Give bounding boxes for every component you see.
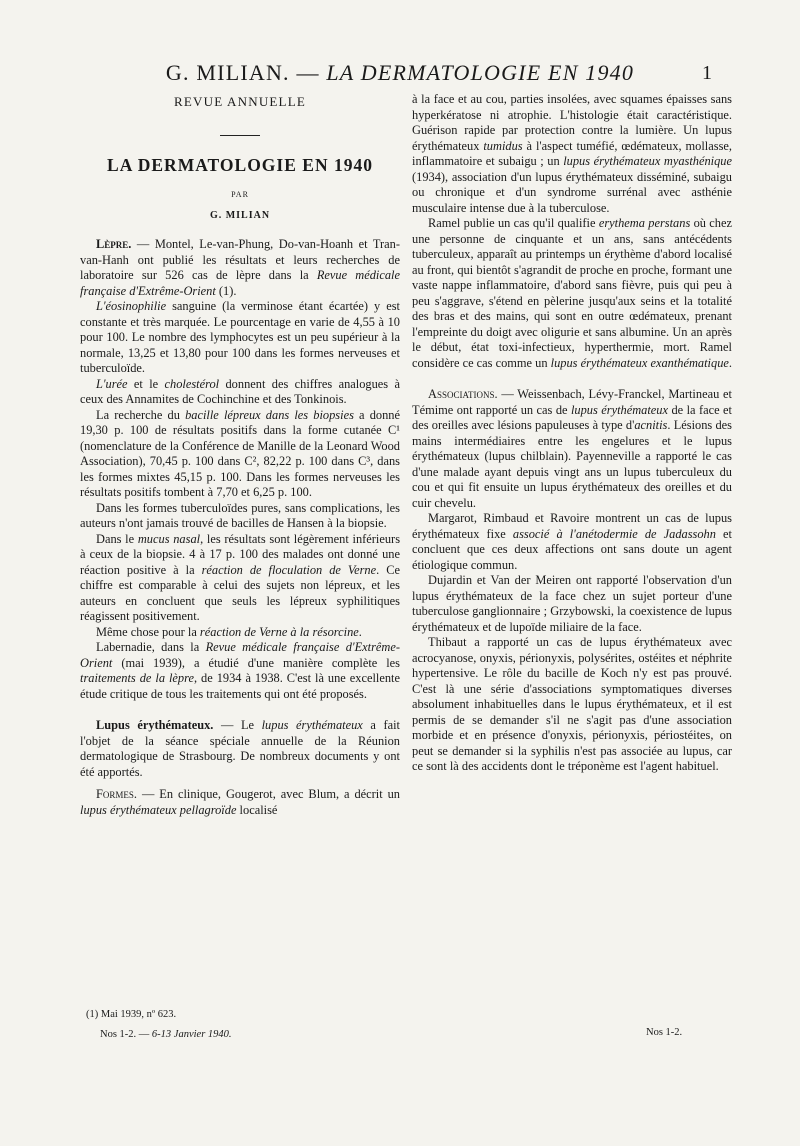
paragraph-formes-cont: à la face et au cou, parties insolées, avec squames épaisses sans hyperkératose ni atrophie. L'histologie était caractéristique. Guérison rapide par protection contre la lumière. Un lupus érythémateux tumidus à l'aspect tuméfié, œdémateux, mollasse, inflammatoire et subaigu ; un lupus érythémateux myasthénique (1934), association d'un lupus érythémateux disséminé, subaigu ou chronique et d'un syndrome surrénal avec asthénie musculaire intense due à la tuberculose. (412, 92, 732, 215)
footnote (80, 1008, 400, 1042)
paragraph-tuberculoides: Dans les formes tuberculoïdes pures, sans complications, les auteurs n'ont jamais trouvé de bacilles de Hansen à la biopsie. (80, 500, 400, 530)
title-rule (220, 135, 260, 136)
footnote-text: Mai 1939, nº 623. (98, 1009, 177, 1020)
paragraph-bacille: La recherche du bacille lépreux dans les biopsies a donné 19,30 p. 100 de résultats positifs dans la forme cutanée C¹ (nomenclature de la Conférence de Manille de la Leonard Wood Association), 70,45 p. 100 dans C², 82,22 p. 100 dans C³, dans les formes mixtes 45,15 p. 100. Dans les formes nerveuses les résultats positifs tombent à 7,70 et 6,25 p. 100. (80, 407, 400, 499)
paragraph-resorcine: Même chose pour la réaction de Verne à la résorcine. (96, 624, 362, 639)
paragraph-associations: Associations. — Weissenbach, Lévy-Franckel, Martineau et Témime ont rapporté un cas de lupus érythémateux de la face et des oreilles avec lésions papuleuses à type d'acnitis. Lésions des mains intermédiaires entre les engelures et le lupus érythémateux (lupus chilblain). Payenneville a rapporté le cas d'une malade ayant depuis vingt ans un lupus tuberculeux du cou et qui fit ensuite un lupus érythémateux des oreilles et du cuir chevelu. (412, 387, 732, 510)
paragraph-thibaut: Thibaut a rapporté un cas de lupus érythémateux avec acrocyanose, onyxis, périonyxis, polysérites, ostéites et néphrite hypertensive. Le rôle du bacille de Koch n'y est pas prouvé. C'est là une série d'associations symptomatiques diverses absolument inhabituelles dans le lupus érythémateux, et il est permis de se demander s'il ne s'agit pas d'une association morbide et en présence d'onyxis, périonyxis, périostéites, on peut se demander si la syphilis n'est pas associée au lupus, car ce sont là des accidents dont le tréponème est l'agent habituel. (412, 635, 732, 773)
page-number: 1 (702, 62, 712, 84)
paragraph-lupus-erythemateux: Lupus érythémateux. — Le lupus érythémateux a fait l'objet de la séance spéciale annuelle de la Réunion dermatologique de Strasbourg. De nombreux documents y ont été apportés. (80, 718, 400, 779)
paragraph-dujardin: Dujardin et Van der Meiren ont rapporté l'observation d'un lupus érythémateux de la face chez un sujet porteur d'une tuberculose ganglionnaire ; Grzybowski, la coexistence de lupus érythémateux et de lupoïde miliaire de la face. (412, 573, 732, 634)
running-head-title (140, 60, 660, 86)
paragraph-formes: Formes. — En clinique, Gougerot, avec Blum, a décrit un lupus érythémateux pellagroïde localisé (80, 787, 400, 817)
right-column (412, 92, 732, 775)
running-head (0, 60, 800, 88)
section-label-lepre: Lèpre. (96, 237, 132, 251)
paragraph-mucus: Dans le mucus nasal, les résultats sont légèrement inférieurs à ceux de la biopsie. 4 à 17 p. 100 des malades ont donné une réaction positive à la réaction de floculation de Verne. Ce chiffre est comparable à celui des sujets non lépreux, et les auteurs en concluent que seuls les lépreux syphilitiques réagissent positivement. (80, 531, 401, 623)
footnote-marker: (1) (86, 1009, 99, 1020)
article-title: LA DERMATOLOGIE EN 1940 (107, 154, 373, 175)
paragraph-margarot: Margarot, Rimbaud et Ravoire montrent un cas de lupus érythémateux fixe associé à l'anétodermie de Jadassohn et concluent que ces deux affections ont sans doute un agent étiologique commun. (412, 511, 732, 572)
section-kicker: REVUE ANNUELLE (174, 94, 306, 109)
paragraph-labernadie: Labernadie, dans la Revue médicale française d'Extrême-Orient (mai 1939), a étudié d'une manière complète les traitements de la lèpre, de 1934 à 1938. C'est là une excellente étude critique de tous les traitements qui ont été proposés. (80, 640, 400, 701)
running-head-author: G. MILIAN. (165, 60, 290, 85)
byline-par: PAR (231, 190, 249, 199)
section-label-formes: Formes. (96, 787, 137, 801)
paragraph-uree: L'urée et le cholestérol donnent des chiffres analogues à ceux des Annamites de Cochinchine et des Tonkinois. (80, 376, 400, 406)
footnote-line (86, 1008, 400, 1022)
left-column (80, 92, 400, 818)
running-head-year: 1940 (585, 60, 635, 85)
footer-issue-right: Nos 1-2. (646, 1027, 683, 1038)
paragraph-lepre: Lèpre. — Montel, Le-van-Phung, Do-van-Hoanh et Tran-van-Hanh ont publié les résultats et leurs recherches de laboratoire sur 526 cas de lèpre dans la Revue médicale française d'Extrême-Orient (1). (80, 237, 400, 298)
section-label-lupus: Lupus érythémateux. (96, 718, 214, 732)
running-head-dash: — (296, 60, 320, 85)
section-label-associations: Associations. (428, 387, 498, 401)
article-author: G. MILIAN (209, 209, 271, 221)
footer-issue-left: Nos 1-2. — 6-13 Janvier 1940. (100, 1029, 232, 1040)
running-head-journal-title: LA DERMATOLOGIE EN (326, 60, 579, 85)
paragraph-ramel: Ramel publie un cas qu'il qualifie erythema perstans où chez une personne de cinquante et un ans, sans antécédents tuberculeux, apparaît au printemps un érythème d'abord localisé au front, qui bientôt s'agrandit de proche en proche, formant une vaste nappe inflammatoire, d'abord sans fièvre, puis qui peu à peu s'aggrave, s'étend en pèlerine jusqu'aux seins et la totalité des bras et des mains, qui sont en outre œdémateux, prenant l'empreinte du doigt avec oligurie et sans albumine. Un an après le début, état toxi-infectieux, hyperthermie, mort. Ramel considère ce cas comme un lupus érythémateux exanthématique. (412, 216, 733, 370)
paragraph-eosinophilie: L'éosinophilie sanguine (la verminose étant écartée) y est constante et très marquée. Le pourcentage en varie de 4,55 à 10 pour 100. Le nombre des lymphocytes est un peu supérieur à la normale, 13,25 et 13,80 pour 100 dans les formes nerveuses et tuberculoïde. (80, 299, 400, 375)
